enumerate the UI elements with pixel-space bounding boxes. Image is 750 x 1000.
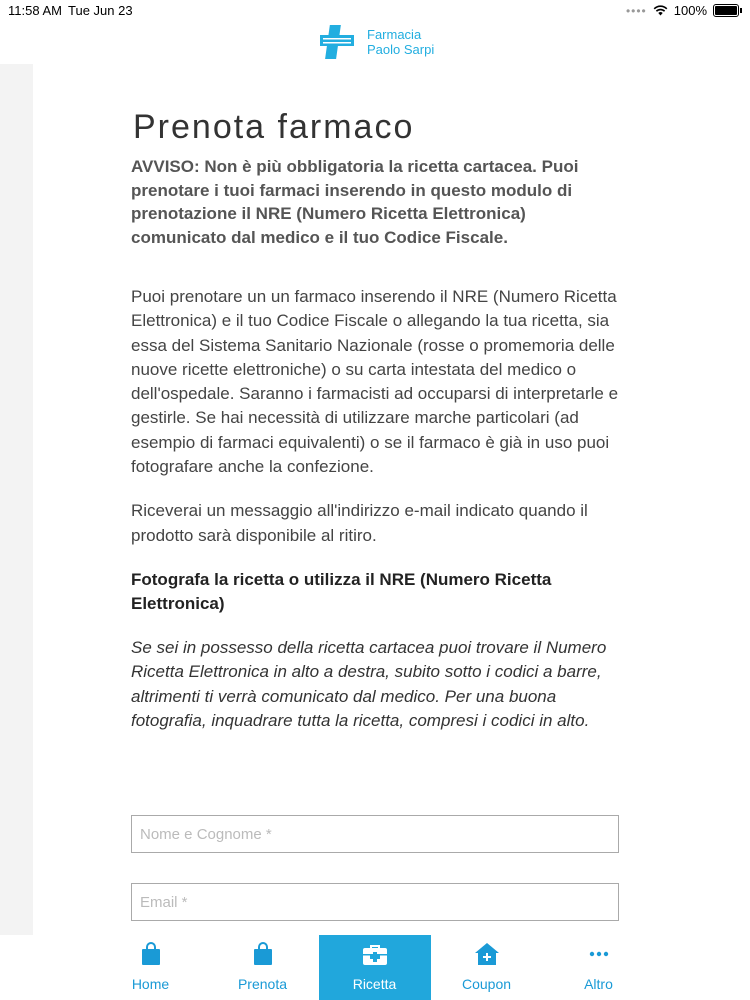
status-bar [0,0,750,22]
app-header [0,22,750,64]
tab-altro[interactable] [543,935,655,1000]
nre-hint-text: Se sei in possesso della ricetta cartacea puoi trovare il Numero Ricetta Elettronica in alto a destra, subito sotto i codici a barre, altrimenti ti verrà comunicato dal medico. Per una buona fotografia, inquadrare tutta la ricetta, compresi i codici in alto. [131,637,607,730]
status-right [626,3,742,18]
photo-section-heading: Fotografa la ricetta o utilizza il NRE (Numero Ricetta Elettronica) [131,569,552,613]
battery-tip [740,8,742,13]
logo-line2: Paolo Sarpi [367,42,435,57]
tab-home[interactable] [95,935,207,1000]
shopping-bag-icon [140,942,162,966]
more-dots-icon [588,942,610,966]
wifi-icon [653,5,668,16]
multitasking-dots: •••• [625,3,647,18]
status-time: 11:58 AM [8,3,62,18]
left-side-panel [0,64,33,936]
pharmacy-logo[interactable] [319,24,434,60]
shopping-bag-icon [252,942,274,966]
email-input[interactable] [131,883,619,921]
tab-prenota-label: Prenota [237,976,288,992]
name-input[interactable] [131,815,619,853]
battery-percent: 100% [673,3,707,18]
intro-paragraph: Puoi prenotare un un farmaco inserendo il NRE (Numero Ricetta Elettronica) e il tuo Codice Fiscale o allegando la tua ricetta, sia essa del Sistema Sanitario Nazionale (rosse o promemoria delle nuove ricette elettroniche) o su carta intestata del medico o dell'ospedale. Saranno i farmacisti ad occuparsi di interpretarle e gestirle. Se hai necessità di utilizzare marche particolari (ad esempio di farmaci equivalenti) o se il farmaco è già in uso puoi fotografare anche la confezione. [131,287,619,477]
tab-ricetta[interactable] [319,935,431,1000]
medical-kit-icon [362,944,388,966]
tab-altro-label: Altro [584,976,613,992]
house-plus-icon [474,942,500,966]
tab-coupon-label: Coupon [461,976,512,992]
tab-coupon[interactable] [431,935,543,1000]
notice-text: AVVISO: Non è più obbligatoria la ricetta cartacea. Puoi prenotare i tuoi farmaci inserendo in questo modulo di prenotazione il NRE (Numero Ricetta Elettronica) comunicato dal medico e il tuo Codice Fiscale. [131,157,579,247]
main-content [131,108,621,753]
logo-line1: Farmacia [367,27,422,42]
tab-prenota[interactable] [207,935,319,1000]
bottom-tab-bar [0,935,750,1000]
tab-home-label: Home [131,976,170,992]
status-date: Tue Jun 23 [68,3,133,18]
email-info-paragraph: Riceverai un messaggio all'indirizzo e-mail indicato quando il prodotto sarà disponibile al ritiro. [131,501,588,545]
pharmacy-cross-icon [319,24,355,60]
page-title: Prenota farmaco [133,108,415,146]
battery-icon [713,4,739,17]
logo-text [367,27,434,57]
tab-ricetta-label: Ricetta [352,976,397,992]
